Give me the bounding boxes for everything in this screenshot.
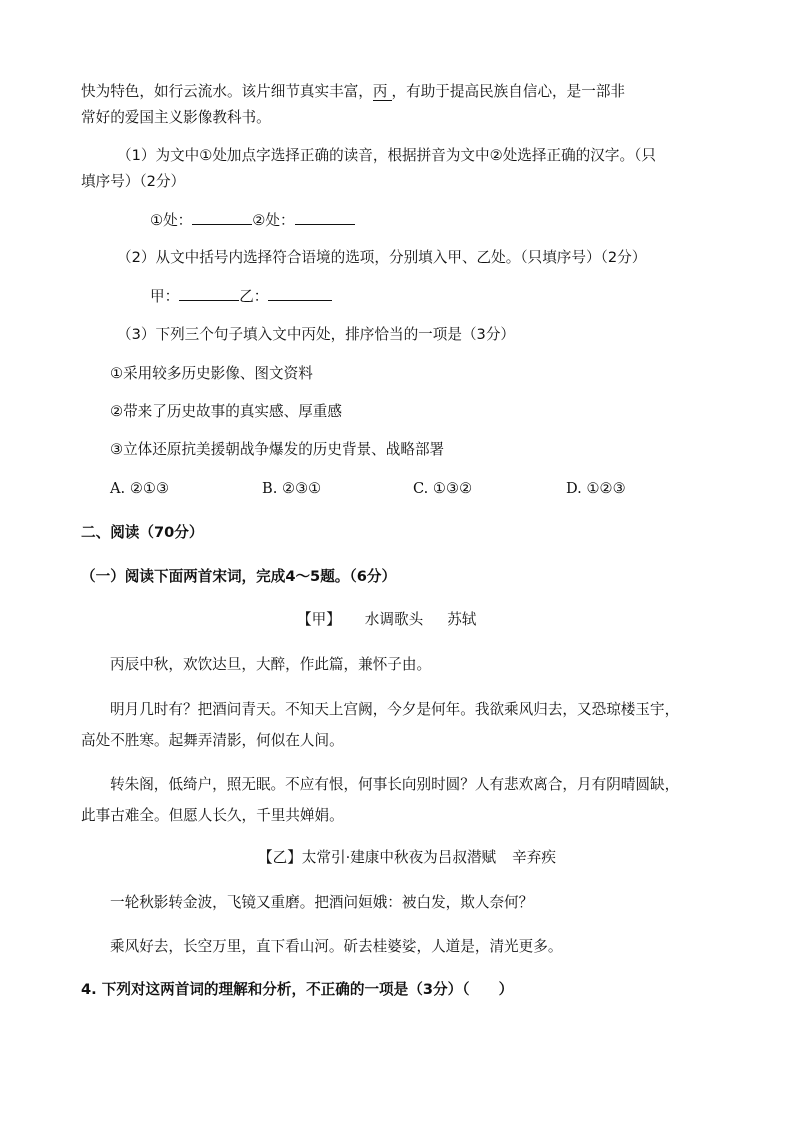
- q2-blank-a-label: 甲：: [150, 288, 180, 305]
- q1-blank-b-label: ②处：: [252, 212, 295, 229]
- q3-option-b[interactable]: B. ②③①: [262, 480, 322, 497]
- poem-a-preface: 丙辰中秋，欢饮达旦，大醉，作此篇，兼怀子由。: [110, 656, 432, 673]
- q3-option-d[interactable]: D. ①②③: [566, 480, 626, 497]
- q1-text-line-2: 填序号）（2分）: [81, 173, 186, 190]
- section-2-sub-heading: （一）阅读下面两首宋词，完成4～5题。（6分）: [81, 568, 397, 585]
- poem-b-heading: [258, 848, 556, 868]
- q1-text-line-1: （1）为文中①处加点字选择正确的读音，根据拼音为文中②处选择正确的汉字。（只: [117, 147, 656, 164]
- poem-a-stanza-2-line-1: 转朱阁，低绮户，照无眠。不应有恨，何事长向别时圆？人有悲欢离合，月有阴晴圆缺，: [110, 776, 680, 793]
- q3-sentence-3: ③立体还原抗美援朝战争爆发的历史背景、战略部署: [110, 441, 445, 458]
- poem-b-tag-title: 【乙】太常引·建康中秋夜为吕叔潜赋: [258, 849, 497, 866]
- poem-a-heading: [297, 610, 476, 630]
- passage-line-1-post: ，有助于提高民族自信心，是一部非: [391, 83, 626, 100]
- poem-a-title: 水调歌头: [364, 611, 424, 628]
- q2-blank-a[interactable]: [179, 286, 239, 301]
- q2-blank-b-label: 乙：: [239, 288, 269, 305]
- section-2-heading: 二、阅读（70分）: [81, 524, 204, 541]
- passage-line-2: 常好的爱国主义影像教科书。: [81, 109, 271, 126]
- passage-line-1: [81, 82, 625, 102]
- q3-option-a[interactable]: A. ②①③: [110, 480, 170, 497]
- poem-a-tag: 【甲】: [297, 611, 341, 628]
- poem-b-line-2: 乘风好去，长空万里，直下看山河。斫去桂婆娑，人道是，清光更多。: [110, 938, 563, 955]
- q3-text: （3）下列三个句子填入文中丙处，排序恰当的一项是（3分）: [117, 326, 516, 343]
- q3-option-c[interactable]: C. ①③②: [413, 480, 473, 497]
- q3-sentence-1: ①采用较多历史影像、图文资料: [110, 365, 313, 382]
- q2-text: （2）从文中括号内选择符合语境的选项，分别填入甲、乙处。（只填序号）（2分）: [117, 249, 647, 266]
- q3-sentence-2: ②带来了历史故事的真实感、厚重感: [110, 403, 342, 420]
- poem-b-author: 辛弃疾: [512, 849, 556, 866]
- q2-answer-line: [150, 286, 332, 307]
- poem-a-author: 苏轼: [447, 611, 477, 628]
- q1-blank-a-label: ①处：: [150, 212, 193, 229]
- passage-blank-bing: 丙: [373, 83, 392, 101]
- q1-answer-line: [150, 210, 355, 231]
- q2-blank-b[interactable]: [268, 286, 332, 301]
- poem-a-stanza-1-line-2: 高处不胜寒。起舞弄清影，何似在人间。: [81, 732, 344, 749]
- q1-blank-a[interactable]: [192, 210, 252, 225]
- q1-blank-b[interactable]: [295, 210, 355, 225]
- poem-a-stanza-2-line-2: 此事古难全。但愿人长久，千里共婵娟。: [81, 807, 344, 824]
- poem-b-line-1: 一轮秋影转金波，飞镜又重磨。把酒问姮娥：被白发，欺人奈何？: [110, 894, 534, 911]
- q4-text: 4. 下列对这两首词的理解和分析，不正确的一项是（3分）（ ）: [81, 981, 514, 998]
- passage-line-1-pre: 快为特色，如行云流水。该片细节真实丰富，: [81, 83, 373, 100]
- poem-a-stanza-1-line-1: 明月几时有？把酒问青天。不知天上宫阙，今夕是何年。我欲乘风归去，又恐琼楼玉宇，: [110, 701, 680, 718]
